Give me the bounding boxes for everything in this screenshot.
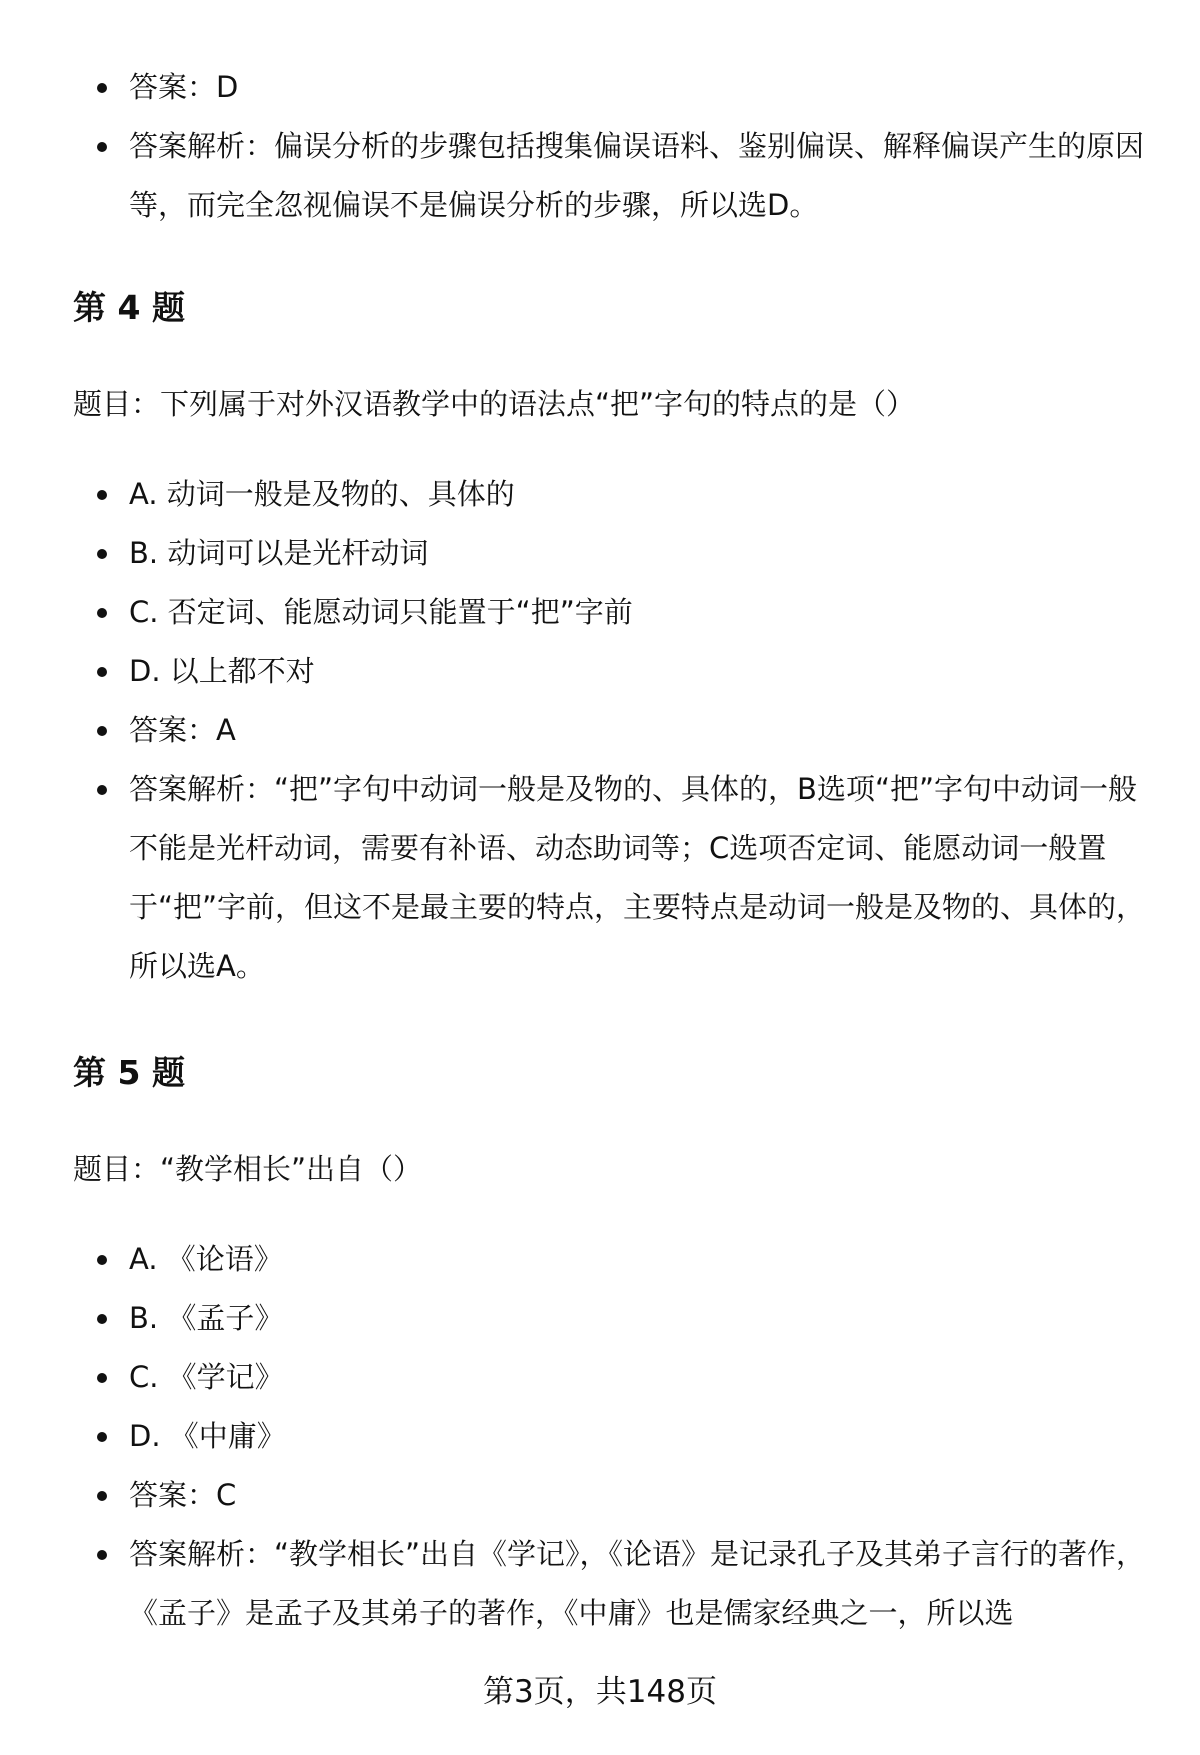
question-5-option-d: D. 《中庸》 (73, 1407, 1148, 1466)
question-4-text: 题目：下列属于对外汉语教学中的语法点“把”字句的特点的是（） (73, 387, 916, 421)
question-5-answer: 答案：C (73, 1466, 1148, 1525)
prev-answer: 答案：D (73, 58, 1148, 117)
prev-explanation: 答案解析：偏误分析的步骤包括搜集偏误语料、鉴别偏误、解释偏误产生的原因等，而完全忽视偏误不是偏误分析的步骤，所以选D。 (73, 117, 1148, 235)
question-5-option-a: A. 《论语》 (73, 1230, 1148, 1289)
question-4-option-d: D. 以上都不对 (73, 642, 1148, 701)
question-5-text: 题目：“教学相长”出自（） (73, 1152, 423, 1186)
question-4-heading: 第 4 题 (73, 288, 185, 327)
question-4-option-c: C. 否定词、能愿动词只能置于“把”字前 (73, 583, 1148, 642)
question-4-explanation: 答案解析：“把”字句中动词一般是及物的、具体的，B选项“把”字句中动词一般不能是光杆动词，需要有补语、动态助词等；C选项否定词、能愿动词一般置于“把”字前，但这不是最主要的特点，主要特点是动词一般是及物的、具体的，所以选A。 (73, 760, 1148, 996)
question-5-option-b: B. 《孟子》 (73, 1289, 1148, 1348)
question-4-option-b: B. 动词可以是光杆动词 (73, 524, 1148, 583)
question-4-list (73, 465, 1148, 996)
question-5-options (73, 1230, 1148, 1643)
question-5-option-c: C. 《学记》 (73, 1348, 1148, 1407)
question-4-option-a: A. 动词一般是及物的、具体的 (73, 465, 1148, 524)
page-number: 第3页，共148页 (483, 1674, 717, 1710)
prev-question-list (73, 58, 1148, 235)
question-5-explanation: 答案解析：“教学相长”出自《学记》，《论语》是记录孔子及其弟子言行的著作，《孟子》是孟子及其弟子的著作，《中庸》也是儒家经典之一，所以选 (73, 1525, 1148, 1643)
question-4-options (73, 465, 1148, 996)
question-5-heading: 第 5 题 (73, 1053, 185, 1092)
question-4-answer: 答案：A (73, 701, 1148, 760)
prev-question-tail (73, 58, 1148, 235)
question-5-list (73, 1230, 1148, 1643)
